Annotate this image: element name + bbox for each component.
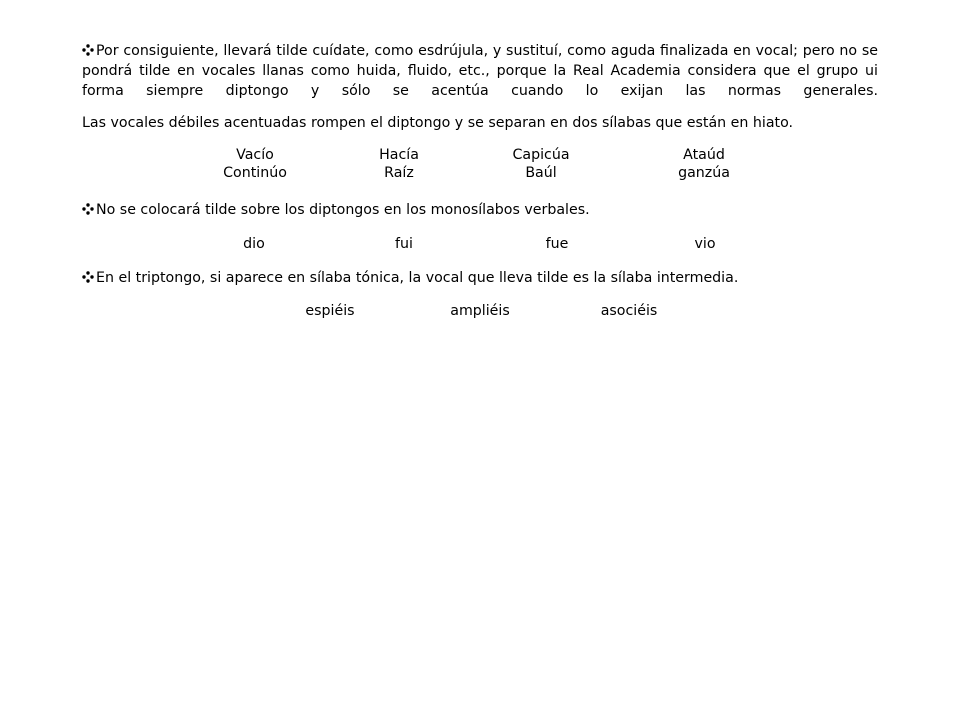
example-word: ganzúa bbox=[678, 165, 730, 181]
example-word: Capicúa bbox=[512, 147, 570, 163]
example-word: dio bbox=[243, 236, 265, 252]
example-word: espiéis bbox=[305, 303, 355, 319]
paragraph-monosyllables bbox=[82, 200, 878, 220]
example-word: Ataúd bbox=[683, 147, 725, 163]
paragraph-tilde-rules bbox=[82, 41, 878, 121]
example-word: Baúl bbox=[525, 165, 557, 181]
example-word: fui bbox=[395, 236, 413, 252]
diamond-dots-bullet-icon bbox=[82, 44, 95, 56]
example-word: vio bbox=[694, 236, 716, 252]
example-word: Continúo bbox=[223, 165, 287, 181]
paragraph-text: Por consiguiente, llevará tilde cuídate, como esdrújula, y sustituí, como aguda finalizada en vocal; pero no se pondrá tilde en vocales llanas como huida, fluido, etc., porque la Real Academia considera que el grupo ui forma siempre diptongo y sólo se acentúa cuando lo exijan las normas generales. bbox=[82, 43, 878, 99]
example-word: Vacío bbox=[236, 147, 274, 163]
diamond-dots-bullet-icon bbox=[82, 203, 95, 215]
paragraph-triptongo bbox=[82, 268, 878, 288]
example-word: Hacía bbox=[379, 147, 419, 163]
example-word: asociéis bbox=[600, 303, 658, 319]
paragraph-text: No se colocará tilde sobre los diptongos en los monosílabos verbales. bbox=[96, 202, 590, 218]
example-word: fue bbox=[545, 236, 569, 252]
paragraph-weak-vowels: Las vocales débiles acentuadas rompen el diptongo y se separan en dos sílabas que están en hiato. bbox=[82, 115, 794, 131]
paragraph-text: En el triptongo, si aparece en sílaba tónica, la vocal que lleva tilde es la sílaba intermedia. bbox=[96, 270, 739, 286]
example-word: Raíz bbox=[384, 165, 414, 181]
example-word: ampliéis bbox=[450, 303, 510, 319]
diamond-dots-bullet-icon bbox=[82, 271, 95, 283]
